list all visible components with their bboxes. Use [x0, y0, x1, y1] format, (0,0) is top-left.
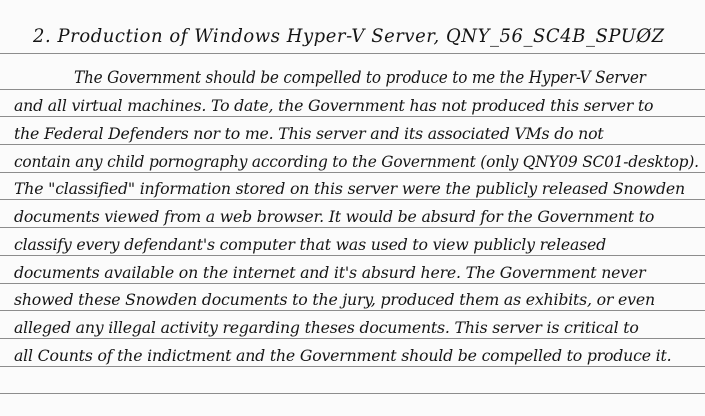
- ruled-line: [0, 116, 705, 117]
- ruled-line: [0, 227, 705, 228]
- ruled-line: [0, 255, 705, 256]
- paragraph-line: classify every defendant's computer that was used to view publicly released: [14, 235, 607, 254]
- paragraph-line: documents available on the internet and it's absurd here. The Government never: [14, 263, 646, 282]
- paragraph-line: The Government should be compelled to produce to me the Hyper-V Server: [74, 68, 646, 88]
- ruled-line: [0, 366, 705, 367]
- paragraph-line: contain any child pornography according to the Government (only QNY09 SC01-desktop).: [14, 152, 699, 171]
- paragraph-line: alleged any illegal activity regarding theses documents. This server is critical to: [14, 318, 639, 337]
- ruled-line: [0, 199, 705, 200]
- section-heading: 2. Production of Windows Hyper-V Server, QNY_56_SC4B_SPUØZ: [33, 25, 665, 47]
- ruled-line: [0, 393, 705, 394]
- ruled-line: [0, 144, 705, 145]
- ruled-line: [0, 172, 705, 173]
- paragraph-line: and all virtual machines. To date, the Government has not produced this server to: [14, 96, 654, 115]
- ruled-line: [0, 89, 705, 90]
- paragraph-line: all Counts of the indictment and the Government should be compelled to produce it.: [14, 346, 672, 365]
- paragraph-line: the Federal Defenders nor to me. This server and its associated VMs do not: [14, 124, 604, 143]
- paragraph-line: The "classified" information stored on this server were the publicly released Snowden: [14, 179, 685, 198]
- ruled-line: [0, 310, 705, 311]
- paragraph-line: documents viewed from a web browser. It would be absurd for the Government to: [14, 207, 655, 226]
- ruled-line: [0, 338, 705, 339]
- ruled-line: [0, 53, 705, 54]
- ruled-line: [0, 283, 705, 284]
- paragraph-line: showed these Snowden documents to the jury, produced them as exhibits, or even: [14, 290, 655, 309]
